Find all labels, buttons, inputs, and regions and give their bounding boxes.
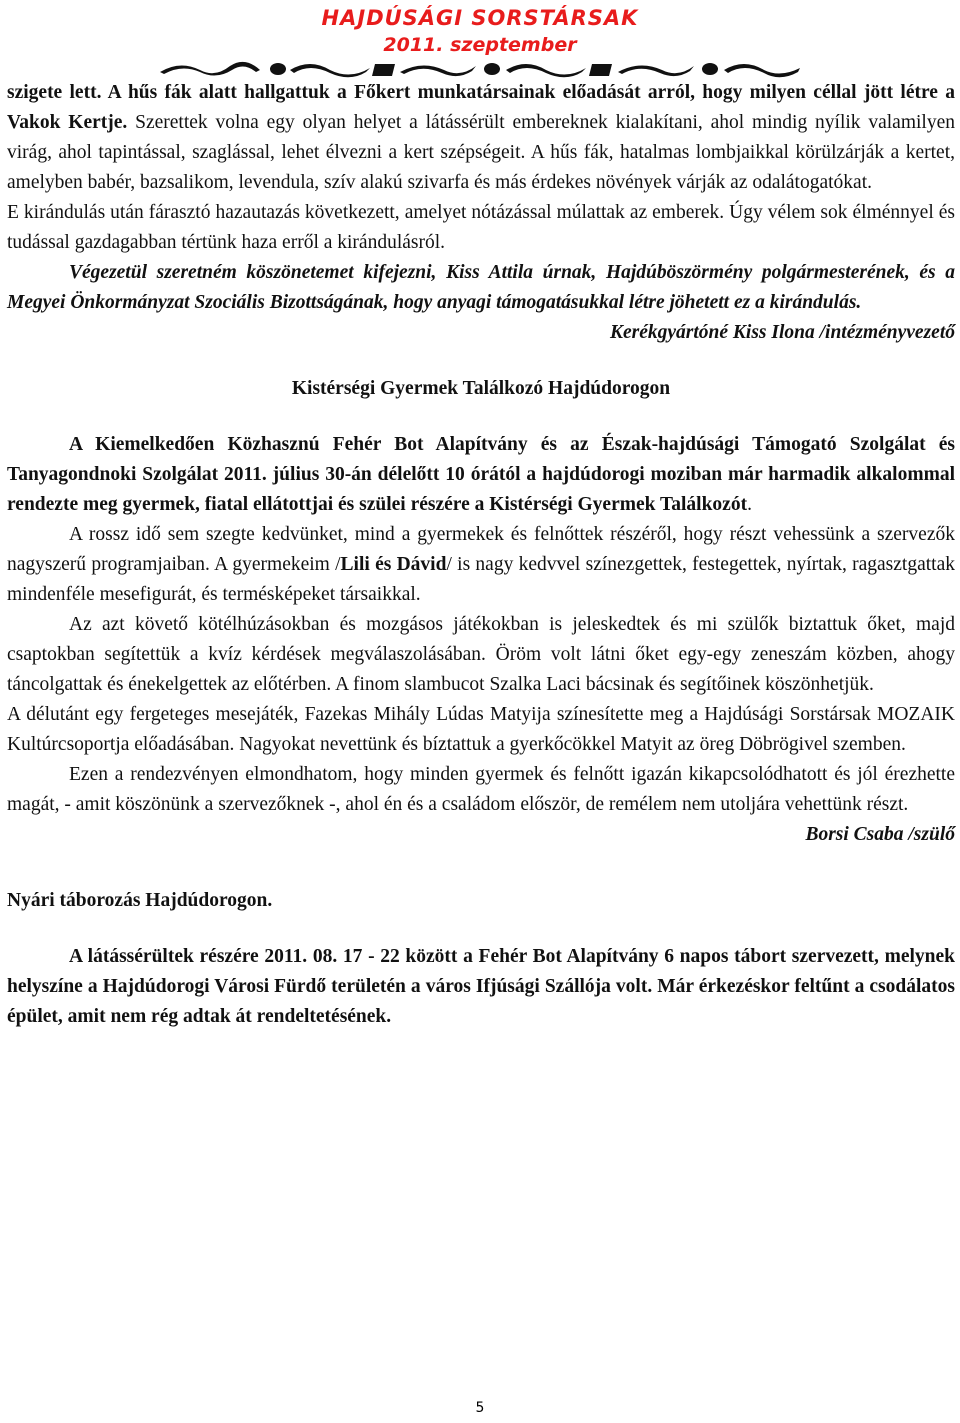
article3-paragraph1: A látássérültek részére 2011. 08. 17 - 22 között a Fehér Bot Alapítvány 6 napos tábort szervezett, melynek helyszíne a Hajdúdorogi Városi Fürdő területén a város Ifjúsági Szállója volt. Már érkezéskor feltűnt a csodálatos épület, amit nem rég adtak át rendeltetésének. bbox=[7, 946, 955, 1027]
article1-thanks: Végezetül szeretném köszönetemet kifejezni, Kiss Attila úrnak, Hajdúböszörmény polgármesterének, és a Megyei Önkormányzat Szociális Bizottságának, hogy anyagi támogatásukkal létre jöhetett ez a kirándulás. bbox=[7, 262, 955, 313]
page-number: 5 bbox=[475, 1400, 485, 1416]
article2-paragraph1-bold: A Kiemelkedően Közhasznú Fehér Bot Alapítvány és az Észak-hajdúsági Támogató Szolgálat és Tanyagondnoki Szolgálat 2011. július 30-án délelőtt 10 órától a hajdúdorogi moziban már harmadik alkalommal rendezte meg gyermek, fiatal ellátottjai és szülei részére a Kistérségi Gyermek Találkozót bbox=[7, 434, 955, 515]
article2-paragraph3: Az azt követő kötélhúzásokban és mozgásos játékokban is jeleskedtek és mi szülők biztattuk őket, majd csaptokban segítettük a kvíz kérdések megválaszolásában. Öröm volt látni őket egy-egy zeneszám közben, ahogy táncolgattak és énekelgettek az előtérben. A finom slambucot Szalka Laci bácsinak és segítőinek köszönhetjük. bbox=[7, 614, 955, 695]
article1-signature: Kerékgyártóné Kiss Ilona /intézményvezető bbox=[609, 322, 955, 343]
article2-paragraph5: Ezen a rendezvényen elmondhatom, hogy minden gyermek és felnőtt igazán kikapcsolódhatott és jól érezhette magát, - amit köszönünk a szervezőknek -, ahol én és a családom először, de remélem nem utoljára vehettünk részt. bbox=[7, 764, 955, 815]
article1-paragraph2: E kirándulás után fárasztó hazautazás következett, amelyet nótázással múlattak az emberek. Úgy vélem sok élménnyel és tudással gazdagabban tértünk haza erről a kirándulásról. bbox=[7, 202, 955, 253]
article2-paragraph4: A délutánt egy fergeteges mesejáték, Fazekas Mihály Lúdas Matyija színesítette meg a Hajdúsági Sorstársak MOZAIK Kultúrcsoportja előadásában. Nagyokat nevettünk és bíztattuk a gyerkőcökkel Matyit az öreg Döbrögivel szemben. bbox=[7, 704, 955, 755]
article1-paragraph1 bbox=[7, 78, 955, 198]
newsletter-title: HAJDÚSÁGI SORSTÁRSAK bbox=[321, 6, 639, 30]
article2-paragraph2 bbox=[7, 520, 955, 610]
decorative-ornament-border bbox=[160, 58, 800, 80]
article2-title: Kistérségi Gyermek Találkozó Hajdúdorogon bbox=[291, 378, 671, 399]
article1-paragraph1-text: Szerettek volna egy olyan helyet a látássérült embereknek kialakítani, ahol mindig nyílik valamilyen virág, ahol tapintással, szaglással, lehet élvezni a kert szépségeit. A hűs fák, hatalmas lombjaikkal körülzárják a kertet, amelyben babér, bazsalikom, levendula, szív alakú szivarfa és más érdekes növények várják az odalátogatókat. bbox=[7, 112, 955, 193]
page-header bbox=[0, 4, 960, 58]
article2-paragraph2-a: A rossz idő sem szegte kedvünket, mind a gyermekek és felnőttek részéről, hogy részt vehessünk a szervezők nagyszerű programjaiban. A gyermekeim / bbox=[7, 524, 955, 575]
article2-children-names: Lili és Dávid bbox=[340, 554, 447, 575]
issue-date: 2011. szeptember bbox=[383, 34, 577, 56]
page-content bbox=[7, 78, 955, 1032]
article2-paragraph1-end: . bbox=[747, 494, 752, 515]
article2-paragraph1 bbox=[7, 430, 955, 520]
article2-signature: Borsi Csaba /szülő bbox=[805, 824, 955, 845]
article3-title: Nyári táborozás Hajdúdorogon. bbox=[7, 890, 273, 911]
article1-paragraph1-bold: szigete lett. A hűs fák alatt hallgattuk a Főkert munkatársainak előadását arról, hogy milyen céllal jött létre a Vakok Kertje. bbox=[7, 82, 955, 133]
article2-paragraph2-b: / is nagy kedvvel színezgettek, festegettek, nyírtak, ragasztgattak mindenféle mesefigurát, és termésképeket társaikkal. bbox=[7, 554, 955, 605]
